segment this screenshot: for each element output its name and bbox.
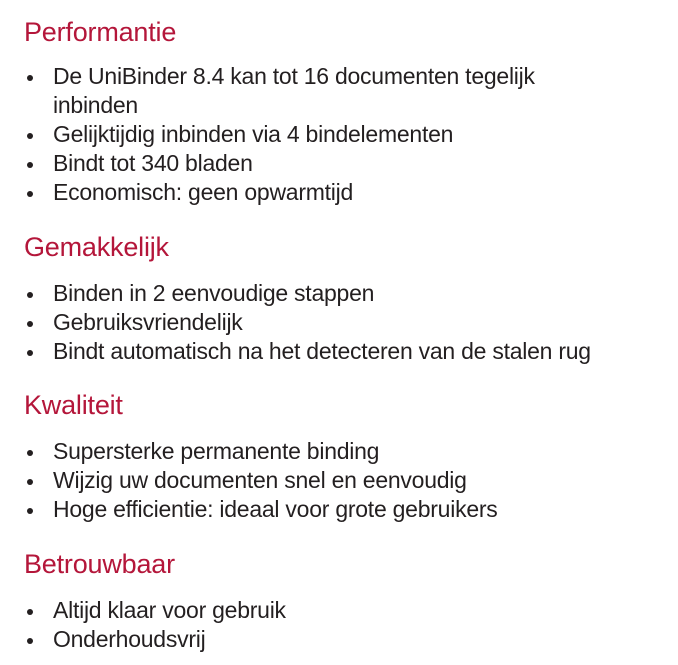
list-item-text: Gelijktijdig inbinden via 4 bindelementen	[53, 121, 454, 147]
list-item	[0, 337, 678, 366]
bullet-icon	[27, 609, 33, 615]
bullet-icon	[27, 191, 33, 197]
list-item-text: Bindt automatisch na het detecteren van de stalen rug	[53, 338, 591, 364]
bullet-icon	[27, 321, 33, 327]
list-item	[0, 625, 678, 654]
list-item	[0, 308, 678, 337]
list-item	[0, 149, 678, 178]
bullet-list	[0, 62, 678, 207]
list-item	[0, 596, 678, 625]
list-item-text: Altijd klaar voor gebruik	[53, 597, 286, 623]
list-item	[0, 279, 678, 308]
section-heading: Kwaliteit	[24, 390, 123, 420]
list-item-text: De UniBinder 8.4 kan tot 16 documenten tegelijk inbinden	[53, 63, 535, 118]
section-heading: Betrouwbaar	[24, 549, 175, 579]
bullet-icon	[27, 508, 33, 514]
list-item	[0, 178, 678, 207]
list-item	[0, 466, 678, 495]
bullet-icon	[27, 133, 33, 139]
list-item-text: Supersterke permanente binding	[53, 438, 380, 464]
list-item-text: Binden in 2 eenvoudige stappen	[53, 280, 375, 306]
list-item-text: Economisch: geen opwarmtijd	[53, 179, 354, 205]
bullet-icon	[27, 292, 33, 298]
section-heading: Gemakkelijk	[24, 232, 169, 262]
bullet-icon	[27, 350, 33, 356]
bullet-icon	[27, 162, 33, 168]
bullet-list	[0, 279, 678, 366]
bullet-icon	[27, 479, 33, 485]
bullet-icon	[27, 75, 33, 81]
bullet-icon	[27, 638, 33, 644]
bullet-icon	[27, 450, 33, 456]
list-item	[0, 62, 613, 120]
list-item	[0, 495, 678, 524]
list-item	[0, 437, 678, 466]
list-item-text: Gebruiksvriendelijk	[53, 309, 243, 335]
section-heading: Performantie	[24, 17, 177, 47]
list-item-text: Bindt tot 340 bladen	[53, 150, 253, 176]
list-item	[0, 120, 678, 149]
list-item-text: Onderhoudsvrij	[53, 626, 206, 652]
bullet-list	[0, 596, 678, 654]
list-item-text: Hoge efficientie: ideaal voor grote gebruikers	[53, 496, 498, 522]
list-item-text: Wijzig uw documenten snel en eenvoudig	[53, 467, 467, 493]
bullet-list	[0, 437, 678, 524]
